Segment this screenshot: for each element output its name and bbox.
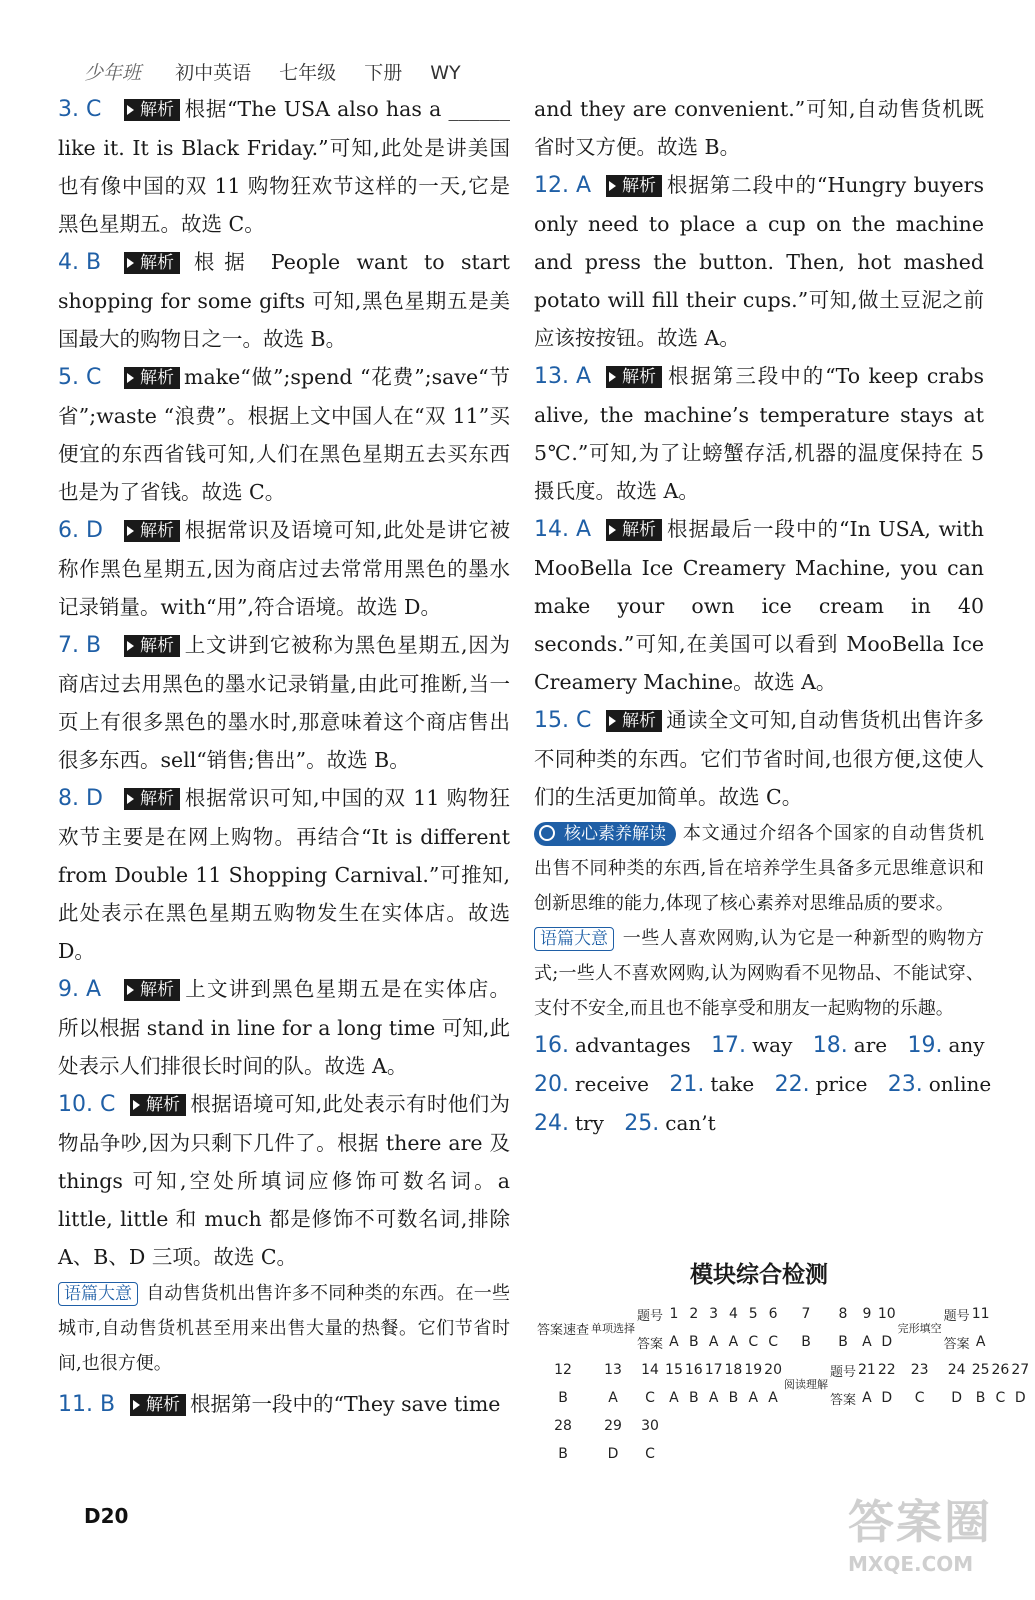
fill-answer: are: [853, 1033, 888, 1057]
table-row: [536, 1300, 1030, 1328]
page-header: [84, 58, 483, 85]
answer-item: [58, 358, 510, 511]
question-number-cell: 10: [877, 1306, 896, 1322]
analysis-text: 根据第一段中的“They save time: [190, 1392, 501, 1416]
question-number-cell: 6: [768, 1306, 778, 1322]
table-row: [536, 1356, 1030, 1384]
question-number-cell: 13: [604, 1362, 622, 1378]
answer-cell: B: [838, 1334, 848, 1350]
fill-answer: can’t: [665, 1111, 716, 1135]
question-number-cell: 8: [838, 1306, 848, 1322]
answer-label: 答案: [637, 1336, 664, 1352]
question-number: 9. A: [58, 977, 102, 1002]
fill-row: [534, 1104, 984, 1143]
analysis-tag: 解析: [124, 252, 180, 274]
question-number-cell: 9: [862, 1306, 872, 1322]
fill-item: [669, 1065, 754, 1104]
table-row: [536, 1440, 1030, 1468]
question-number-cell: 30: [641, 1418, 659, 1434]
answer-cell: A: [862, 1390, 872, 1406]
analysis-tag: 解析: [130, 1094, 186, 1116]
answer-cell: C: [995, 1390, 1006, 1406]
fill-item: [534, 1065, 649, 1104]
fill-answer: price: [815, 1072, 868, 1096]
fill-answer: any: [948, 1033, 985, 1057]
question-number-cell: 17: [704, 1362, 723, 1378]
fill-number: 23.: [887, 1072, 923, 1097]
question-label: 题号: [943, 1308, 970, 1324]
question-number-cell: 26: [991, 1362, 1010, 1378]
analysis-text: 根据“The USA also has a ______ like it. It is Black Friday.”可知,此处是讲美国也有像中国的双 11 购物狂欢节这样的一天,它是黑色星期五。故选 C。: [58, 97, 510, 236]
fill-row: [534, 1065, 992, 1104]
fill-item: [813, 1026, 887, 1065]
answer-cell: C: [645, 1390, 655, 1406]
question-number-cell: 1: [669, 1306, 679, 1322]
analysis-text: 根据第三段中的“To keep crabs alive, the machine’s temperature stays at 5℃.”可知,为了让螃蟹存活,机器的温度保持在 5 摄氏度。故选 A。: [534, 364, 984, 503]
answer-label: 答案: [830, 1392, 857, 1408]
question-number: 13. A: [534, 364, 592, 389]
fill-item: [907, 1026, 984, 1065]
answer-item: [534, 510, 984, 701]
analysis-text: make“做”;spend “花费”;save“节省”;waste “浪费”。根据上文中国人在“双 11”买便宜的东西省钱可知,人们在黑色星期五去买东西也是为了省钱。故选 C。: [58, 365, 510, 504]
fill-number: 19.: [907, 1033, 943, 1058]
answer-item: [58, 1085, 510, 1276]
answer-cell: B: [558, 1390, 568, 1406]
brand-logo: 少年班: [84, 62, 142, 84]
fill-item: [534, 1026, 691, 1065]
fill-number: 25.: [624, 1111, 660, 1136]
analysis-text: 通读全文可知,自动售货机出售许多不同种类的东西。它们节省时间,也很方便,这使人们的生活更加简单。故选 C。: [534, 708, 984, 809]
question-label: 题号: [830, 1364, 857, 1380]
watermark-text: 答案圈: [848, 1495, 992, 1549]
question-number-cell: 28: [554, 1418, 572, 1434]
answer-cell: A: [975, 1334, 986, 1350]
fill-answer: way: [752, 1033, 793, 1057]
answer-cell: A: [862, 1334, 872, 1350]
answer-cell: D: [881, 1390, 893, 1406]
core-literacy-icon: [539, 825, 555, 841]
question-number-cell: 23: [910, 1362, 929, 1378]
answer-cell: B: [558, 1446, 568, 1462]
question-number-cell: 27: [1011, 1362, 1030, 1378]
answer-label: 答案: [943, 1336, 970, 1352]
question-number-cell: 4: [728, 1306, 738, 1322]
core-literacy-tag: [534, 822, 676, 846]
answer-cell: A: [669, 1390, 679, 1406]
question-number: 5. C: [58, 365, 102, 390]
fill-in-answers: [534, 1026, 992, 1143]
question-number-cell: 14: [641, 1362, 659, 1378]
analysis-text: 上文讲到黑色星期五是在实体店。所以根据 stand in line for a long time 可知,此处表示人们排很长时间的队。故选 A。: [58, 977, 510, 1078]
right-column: [534, 90, 992, 1143]
answer-item: [58, 779, 510, 970]
answer-item: [534, 701, 984, 816]
fill-item: [624, 1104, 715, 1143]
fill-answer: take: [710, 1072, 755, 1096]
answer-item: [58, 970, 510, 1085]
fill-item: [711, 1026, 792, 1065]
section-label: 完形填空: [897, 1321, 942, 1335]
answer-cell: A: [608, 1390, 618, 1406]
answer-cell: A: [708, 1390, 719, 1406]
answer-cell: D: [607, 1446, 619, 1462]
question-number-cell: 2: [689, 1306, 699, 1322]
summary-tag: 语篇大意: [534, 927, 614, 951]
fill-number: 17.: [711, 1033, 747, 1058]
answer-cell: B: [688, 1334, 699, 1350]
answer-item: [58, 626, 510, 779]
section-label: 单项选择: [591, 1321, 636, 1335]
analysis-text: 根据常识及语境可知,此处是讲它被称作黑色星期五,因为商店过去常常用黑色的墨水记录销量。with“用”,符合语境。故选 D。: [58, 518, 510, 619]
summary-text: 自动售货机出售许多不同种类的东西。在一些城市,自动售货机甚至用来出售大量的热餐。它们节省时间,也很方便。: [58, 1283, 510, 1374]
header-subject: 初中英语: [175, 62, 252, 84]
question-number-cell: 5: [748, 1306, 758, 1322]
core-literacy-note: [534, 816, 984, 921]
summary-text: 一些人喜欢网购,认为它是一种新型的购物方式;一些人不喜欢网购,认为网购看不见物品、不能试穿、支付不安全,而且也不能享受和朋友一起购物的乐趣。: [534, 928, 984, 1019]
fill-number: 22.: [774, 1072, 810, 1097]
section-label: 阅读理解: [784, 1377, 828, 1391]
analysis-tag: 解析: [124, 367, 180, 389]
analysis-text: 根据最后一段中的“In USA, with MooBella Ice Creamery Machine, you can make your own ice cream in 40 seconds.”可知,在美国可以看到 MooBella Ice Creamery Machine。故选 A。: [534, 517, 984, 694]
question-label: 题号: [637, 1308, 664, 1324]
analysis-tag: 解析: [606, 175, 662, 197]
header-edition: WY: [430, 62, 461, 84]
answer-cell: C: [645, 1446, 655, 1462]
question-number: 4. B: [58, 250, 102, 275]
question-number: 3. C: [58, 97, 102, 122]
analysis-tag: 解析: [124, 979, 180, 1001]
analysis-tag: 解析: [124, 788, 180, 810]
page-number: D20: [84, 1504, 129, 1528]
answer-cell: C: [748, 1334, 759, 1350]
fill-item: [775, 1065, 868, 1104]
question-number: 11. B: [58, 1392, 116, 1417]
core-literacy-label: 核心素养解读: [564, 824, 666, 844]
table-row: [536, 1412, 1030, 1440]
analysis-text: 根据语境可知,此处表示有时他们为物品争吵,因为只剩下几件了。根据 there are 及 things 可知,空处所填词应修饰可数名词。a little, little 和 much 都是修饰不可数名词,排除 A、B、D 三项。故选 C。: [58, 1092, 510, 1269]
question-number: 10. C: [58, 1092, 116, 1117]
fill-number: 21.: [669, 1072, 705, 1097]
question-number-cell: 7: [801, 1306, 811, 1322]
answer-item: [58, 511, 510, 626]
analysis-tag: 解析: [606, 519, 662, 541]
question-number-cell: 21: [858, 1362, 876, 1378]
answer-cell: B: [801, 1334, 811, 1350]
fill-answer: receive: [575, 1072, 649, 1096]
quick-answer-label: 答案速查: [537, 1322, 590, 1338]
question-number-cell: 25: [971, 1362, 990, 1378]
answer-item: [58, 1385, 510, 1424]
question-number-cell: 12: [554, 1362, 572, 1378]
analysis-tag: 解析: [606, 710, 662, 732]
analysis-tag: 解析: [606, 366, 662, 388]
question-number: 12. A: [534, 173, 592, 198]
watermark-logo: [848, 1486, 1008, 1586]
answer-cell: A: [748, 1390, 759, 1406]
fill-row: [534, 1026, 984, 1065]
answer-cell: C: [914, 1390, 925, 1406]
answer-item: [58, 243, 510, 358]
passage-summary: [58, 1276, 510, 1381]
answer-cell: D: [881, 1334, 893, 1350]
fill-item: [888, 1065, 991, 1104]
analysis-text: 根据常识可知,中国的双 11 购物狂欢节主要是在网上购物。再结合“It is different from Double 11 Shopping Carnival.”可推知,此处表示在黑色星期五购物发生在实体店。故选 D。: [58, 786, 510, 963]
module-title: 模块综合检测: [690, 1262, 828, 1288]
analysis-tag: 解析: [130, 1394, 186, 1416]
answer-cell: B: [728, 1390, 739, 1406]
question-number: 14. A: [534, 517, 592, 542]
answer-item: [534, 166, 984, 357]
question-number: 15. C: [534, 708, 592, 733]
question-number-cell: 22: [877, 1362, 896, 1378]
fill-number: 20.: [534, 1072, 569, 1097]
answer-item: [534, 357, 984, 510]
summary-tag: 语篇大意: [58, 1282, 138, 1306]
answer-cell: A: [669, 1334, 679, 1350]
question-number-cell: 19: [744, 1362, 763, 1378]
watermark-url: MXQE.COM: [848, 1552, 974, 1576]
core-literacy-text: 本文通过介绍各个国家的自动售货机出售不同种类的东西,旨在培养学生具备多元思维意识和创新思维的能力,体现了核心素养对思维品质的要求。: [534, 823, 984, 914]
analysis-text: 根据 People want to start shopping for some gifts 可知,黑色星期五是美国最大的购物日之一。故选 B。: [58, 250, 510, 351]
question-number-cell: 11: [971, 1306, 990, 1322]
fill-answer: advantages: [575, 1033, 691, 1057]
fill-answer: online: [928, 1072, 992, 1096]
answer-key-table: [536, 1300, 1030, 1468]
analysis-tag: 解析: [124, 520, 180, 542]
question-number-cell: 16: [684, 1362, 703, 1378]
header-grade: 七年级: [279, 62, 337, 84]
question-number-cell: 29: [604, 1418, 622, 1434]
answer-cell: A: [728, 1334, 739, 1350]
question-number-cell: 3: [709, 1306, 719, 1322]
answer-cell: C: [768, 1334, 778, 1350]
question-number: 8. D: [58, 786, 103, 811]
question-number: 7. B: [58, 633, 102, 658]
fill-number: 16.: [534, 1033, 569, 1058]
answer-continuation: and they are convenient.”可知,自动售货机既省时又方便。故选 B。: [534, 97, 984, 159]
header-volume: 下册: [364, 62, 403, 84]
question-number-cell: 24: [947, 1362, 966, 1378]
question-number-cell: 20: [764, 1362, 782, 1378]
answer-cell: A: [768, 1390, 778, 1406]
fill-number: 18.: [812, 1033, 848, 1058]
analysis-text: 上文讲到它被称为黑色星期五,因为商店过去用黑色的墨水记录销量,由此可推断,当一页上有很多黑色的墨水时,那意味着这个商店售出很多东西。sell“销售;售出”。故选 B。: [58, 633, 510, 772]
answer-cell: B: [688, 1390, 699, 1406]
question-number-cell: 15: [665, 1362, 683, 1378]
fill-item: [534, 1104, 604, 1143]
analysis-tag: 解析: [124, 99, 180, 121]
analysis-tag: 解析: [124, 635, 180, 657]
analysis-text: 根据第二段中的“Hungry buyers only need to place a cup on the machine and press the button. Then, hot mashed potato will fill their cups.”可知,做土豆泥之前应该按按钮。故选 A。: [534, 173, 984, 350]
question-number-cell: 18: [724, 1362, 743, 1378]
passage-summary: [534, 921, 984, 1026]
answer-cell: D: [1014, 1390, 1026, 1406]
left-column: [58, 90, 510, 1424]
answer-item: [58, 90, 510, 243]
answer-cell: A: [708, 1334, 719, 1350]
answer-cell: B: [975, 1390, 986, 1406]
fill-answer: try: [575, 1111, 604, 1135]
question-number: 6. D: [58, 518, 103, 543]
answer-cell: D: [951, 1390, 963, 1406]
fill-number: 24.: [534, 1111, 569, 1136]
